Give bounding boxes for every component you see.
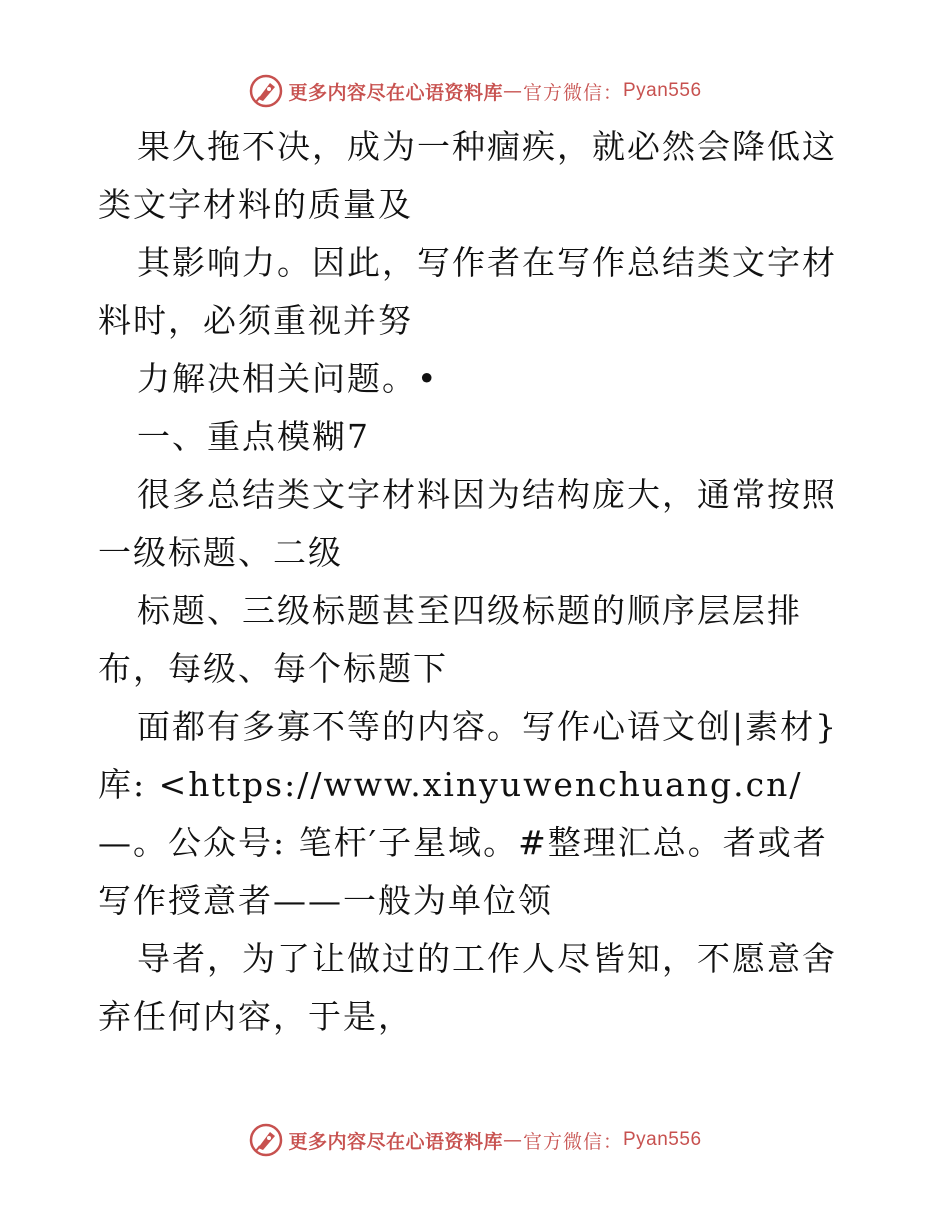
- paragraph: 导者，为了让做过的工作人尽皆知，不愿意舍弃任何内容，于是，: [98, 939, 837, 1036]
- section-heading: 一、重点模糊7: [137, 417, 370, 456]
- paragraph: 果久拖不决，成为一种痼疾，就必然会降低这类文字材料的质量及: [98, 127, 837, 224]
- paragraph: 标题、三级标题甚至四级标题的顺序层层排布，每级、每个标题下: [98, 591, 802, 688]
- document-body: [98, 118, 858, 1046]
- paragraph: 很多总结类文字材料因为结构庞大，通常按照一级标题、二级: [98, 475, 837, 572]
- banner-channel-text: 官方微信：: [522, 1130, 623, 1153]
- banner-dash: —: [502, 1129, 523, 1151]
- paragraph: 其影响力。因此，写作者在写作总结类文字材料时，必须重视并努: [98, 243, 837, 340]
- banner-main-text: 更多内容尽在心语资料库: [288, 81, 503, 104]
- banner-main-text: 更多内容尽在心语资料库: [288, 1130, 503, 1153]
- header-watermark-banner: [0, 71, 950, 111]
- footer-watermark-banner: [0, 1120, 950, 1160]
- banner-wechat-id: Pyan556: [623, 80, 702, 101]
- pen-nib-logo-icon: [248, 73, 284, 109]
- banner-wechat-id: Pyan556: [623, 1129, 702, 1150]
- pen-nib-logo-icon: [248, 1122, 284, 1158]
- paragraph: 面都有多寡不等的内容。写作心语文创|素材}库: <https://www.xinyuwenchuang.cn/—。公众号: 笔杆′子星域。#整理汇总。者或者写作授意者——一般为单位领: [98, 707, 839, 920]
- paragraph: 力解决相关问题。•: [137, 359, 439, 398]
- banner-channel-text: 官方微信：: [522, 81, 623, 104]
- banner-dash: —: [502, 80, 523, 102]
